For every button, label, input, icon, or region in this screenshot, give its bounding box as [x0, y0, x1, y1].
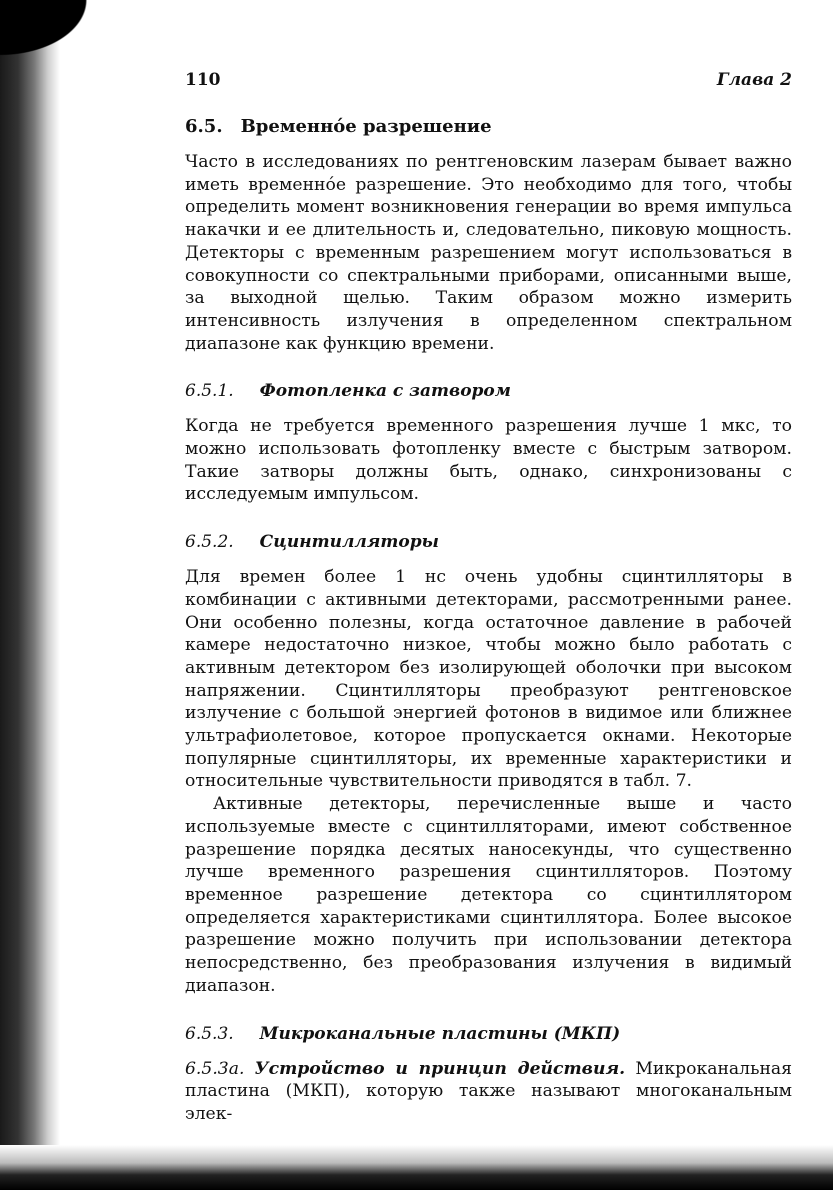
- subsection-3-text: Микроканальная пластина (МКП), которую также называют многоканальным элек-: [185, 1058, 792, 1124]
- book-page: [185, 70, 792, 1126]
- intro-paragraph: Часто в исследованиях по рентгеновским лазерам бывает важно иметь временнóе разрешение. Это необходимо для того, чтобы определить момент возникновения генерации во время импульса накачки и ее длительность и, следовательно, пиковую мощность. Детекторы с временным разрешением могут использоваться в совокупности со спектральными приборами, описанными выше, за выходной щелью. Таким образом можно измерить интенсивность излучения в определенном спектральном диапазоне как функцию времени.: [185, 152, 792, 354]
- inline-heading: [185, 1059, 625, 1079]
- running-head: [185, 70, 792, 98]
- inline-heading-number: 6.5.3а.: [185, 1058, 245, 1079]
- section-heading: [185, 116, 792, 137]
- scan-shadow-corner: [0, 0, 110, 70]
- chapter-label: Глава 2: [716, 70, 792, 90]
- subsection-heading-3: [185, 1024, 792, 1044]
- subsection-title: Сцинтилляторы: [259, 532, 439, 553]
- section-number: 6.5.: [185, 116, 223, 137]
- subsection-heading-1: [185, 381, 792, 401]
- page-number: 110: [185, 70, 221, 90]
- subsection-2-paragraph-1: Для времен более 1 нс очень удобны сцинтилляторы в комбинации с активными детекторами, рассмотренными ранее. Они особенно полезны, когда остаточное давление в рабочей камере недостаточно низкое, чтобы можно было работать с активным детектором без изолирующей оболочки при высоком напряжении. Сцинтилляторы преобразуют рентгеновское излучение с большой энергией фотонов в видимое или ближнее ультрафиолетовое, которое пропускается окнами. Некоторые популярные сцинтилляторы, их временные характеристики и относительные чувствительности приводятся в табл. 7.: [185, 567, 792, 792]
- subsection-1-paragraph: Когда не требуется временного разрешения лучше 1 мкс, то можно использовать фотопленку вместе с быстрым затвором. Такие затворы должны быть, однако, синхронизованы с исследуемым импульсом.: [185, 416, 792, 505]
- scan-shadow-left: [0, 0, 60, 1190]
- inline-heading-title: Устройство и принцип действия.: [254, 1058, 626, 1079]
- scan-shadow-bottom: [0, 1145, 833, 1190]
- subsection-heading-2: [185, 532, 792, 552]
- section-title: Временнóе разрешение: [240, 116, 492, 137]
- subsection-number: 6.5.3.: [185, 1023, 234, 1044]
- subsection-number: 6.5.1.: [185, 381, 234, 402]
- subsection-number: 6.5.2.: [185, 532, 234, 553]
- subsection-title: Фотопленка с затвором: [259, 381, 511, 402]
- subsection-title: Микроканальные пластины (МКП): [259, 1023, 621, 1044]
- subsection-2-paragraph-2: Активные детекторы, перечисленные выше и часто используемые вместе с сцинтилляторами, имеют собственное разрешение порядка десятых наносекунды, что существенно лучше временного разрешения сцинтилляторов. Поэтому временное разрешение детектора со сцинтиллятором определяется характеристиками сцинтиллятора. Более высокое разрешение можно получить при использовании детектора непосредственно, без преобразования излучения в видимый диапазон.: [185, 794, 792, 996]
- subsection-3-paragraph: [185, 1058, 792, 1126]
